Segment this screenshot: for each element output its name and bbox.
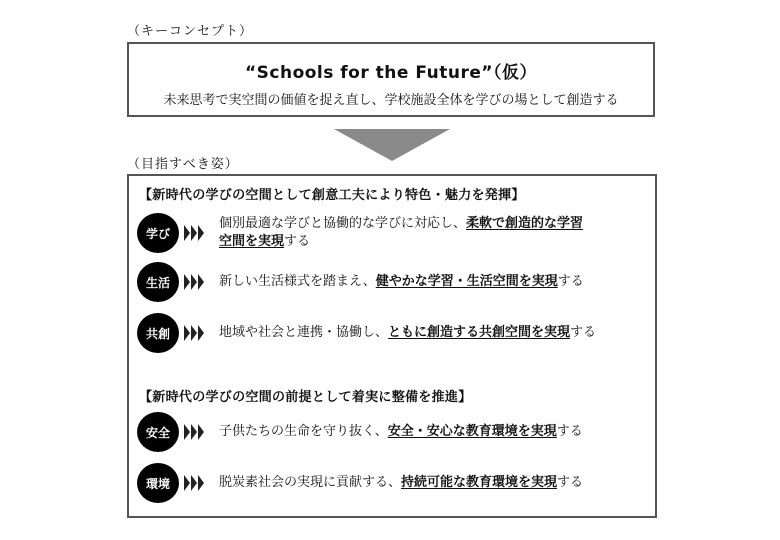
goal-text-cocreation: 地域や社会と連携・協働し、ともに創造する共創空間を実現する — [219, 325, 597, 340]
triple-chevron-icon — [184, 424, 205, 440]
triple-chevron-icon — [184, 325, 205, 341]
triple-chevron-icon — [184, 475, 205, 491]
goal-text-learning: 個別最適な学びと協働的な学びに対応し、柔軟で創造的な学習 空間を実現する — [219, 216, 584, 249]
goal-item-learning — [137, 213, 583, 253]
concept-title: “Schools for the Future”（仮） — [244, 63, 538, 83]
badge-learning: 学び — [137, 213, 179, 253]
key-concept-box — [127, 42, 655, 117]
goal-label: （目指すべき姿） — [127, 157, 239, 172]
badge-life: 生活 — [137, 262, 179, 302]
section1-heading: 【新時代の学びの空間として創意工夫により特色・魅力を発揮】 — [139, 188, 525, 203]
goal-text-life: 新しい生活様式を踏まえ、健やかな学習・生活空間を実現する — [219, 274, 584, 289]
goal-text-safety: 子供たちの生命を守り抜く、安全・安心な教育環境を実現する — [219, 424, 583, 439]
triple-chevron-icon — [184, 225, 205, 241]
goal-box — [127, 174, 657, 518]
goal-text-environment: 脱炭素社会の実現に貢献する、持続可能な教育環境を実現する — [219, 475, 584, 490]
section2-heading: 【新時代の学びの空間の前提として着実に整備を推進】 — [139, 390, 472, 405]
badge-environment: 環境 — [137, 463, 179, 503]
goal-item-life — [137, 262, 584, 302]
goal-item-cocreation — [137, 313, 596, 353]
badge-cocreation: 共創 — [137, 313, 179, 353]
goal-item-environment — [137, 463, 583, 503]
goal-item-safety — [137, 412, 583, 452]
key-concept-label: （キーコンセプト） — [127, 24, 254, 39]
concept-description: 未来思考で実空間の価値を捉え直し、学校施設全体を学びの場として創造する — [163, 93, 619, 108]
badge-safety: 安全 — [137, 412, 179, 452]
triple-chevron-icon — [184, 274, 205, 290]
down-arrow-icon — [334, 129, 450, 161]
